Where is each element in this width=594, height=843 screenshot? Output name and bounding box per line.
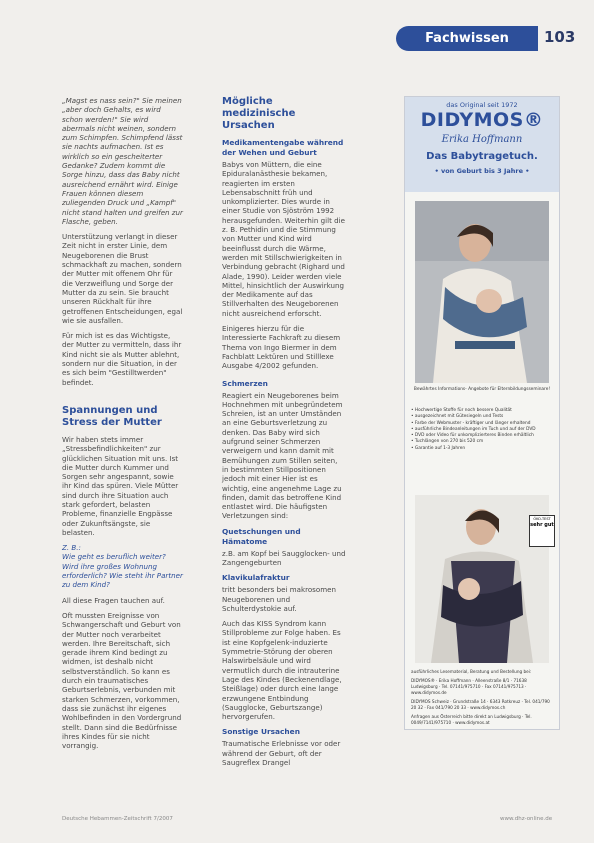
mid-paragraph: Auch das KISS Syndrom kann Stillprobleme zur Folge haben. Es ist eine Kopfgelenk-induzierte Symmetrie-Störung der oberen Halswirbelsäule und wird vermutlich durch die intrauterine Lage des Kindes (Beckenendlage, Steißlage) oder durch eine lange erzwungene Entbindung (Saugglocke, Geburtszange) hervorgerufen.: [222, 619, 342, 722]
contact-germany: DIDYMOS® · Erika Hoffmann · Alleenstraße 8/1 · 71638 Ludwigsburg · Tel. 07141/975710 · Fax 07141/975713 · www.didymos.de: [411, 678, 527, 695]
intro-paragraph: „Magst es nass sein?" Sie meinen „aber doch Gehalts, es wird schon werden!" Sie wird abermals nicht weinen, sondern zum Schimpfen. Schimpfend lässt sie nachts aufmachen. Ist es wirklich so ein gescheiterter Gedanke? Zudem kommt die Sorge hinzu, dass das Baby nicht ausreichend ernährt wird. Einige Frauen können diesem zuliegenden Druck und „Kampf" nicht stand halten und greifen zur Flasche, geben.: [62, 96, 183, 226]
oekotest-badge: [529, 515, 555, 547]
ad-signature: Erika Hoffmann: [441, 134, 523, 145]
contact-austria: Anfragen aus Österreich bitte direkt an Ludwigsburg · Tel. 0049/7141/975710 · www.didymos.at: [411, 714, 532, 725]
contact-switzerland: DIDYMOS Schweiz · Grundstraße 14 · 6343 Rotkreuz · Tel. 041/790 20 32 · Fax 041/790 20 33 · www.didymos.ch: [411, 699, 550, 710]
badge-title: ÖKO-TEST: [533, 517, 551, 521]
feature-item: • ausführliche Bindeanleitungen im Tuch und auf der DVD: [411, 426, 536, 432]
feature-item: • Garantie auf 1-3 Jahren: [411, 445, 466, 451]
heading-stress: Spannungen und Stress der Mutter: [62, 404, 162, 428]
page-number: 103: [544, 28, 576, 46]
ad-brand: DIDYMOS®: [420, 109, 544, 131]
left-paragraph: Für mich ist es das Wichtigste, der Mutter zu vermitteln, dass ihr Kind nicht sie als Mutter ablehnt, sondern nur die Situation, in der es sich beim "Gestilltwerden" befindet.: [62, 331, 182, 387]
ad-original-since: das Original seit 1972: [446, 101, 518, 109]
left-paragraph: Unterstützung verlangt in dieser Zeit nicht in erster Linie, dem Neugeborenen die Brust schmackhaft zu machen, sondern der Mutter mit offenem Ohr für die Verzweiflung und Sorge der Mutter da zu sein. Sie braucht unseren Rückhalt für ihre getroffenen Entscheidungen, egal wie sie ausfallen.: [62, 232, 183, 325]
left-column: [62, 96, 183, 756]
example-label: Z. B.:: [62, 543, 81, 553]
contact-intro: ausführliches Lesematerial, Beratung und Bestellung bei:: [411, 669, 532, 674]
left-paragraph: All diese Fragen tauchen auf.: [62, 595, 165, 605]
heading-clavicle: Klavikulafraktur: [222, 573, 290, 583]
ad-contact-block: [411, 669, 553, 729]
ad-age-range: • von Geburt bis 3 Jahre •: [434, 167, 530, 175]
left-paragraph: Oft mussten Ereignisse von Schwangerschaft und Geburt von der Mutter noch verarbeitet werden. Ihre Bereitschaft, sich gerade ihrem Kind bedingt zu widmen, ist deshalb nicht selbstverständlich. So kann es durch ein traumatisches Geburtserlebnis, verbunden mit starken Schmerzen, vorkommen, dass sie zunächst ihr eigenes Wohlbefinden in den Vordergrund stellt. Dann sind die Bedürfnisse ihres Kindes für sie nicht vorrangig.: [62, 610, 182, 751]
mother-baby-photo: [415, 201, 549, 383]
feature-item: • ausgezeichnet mit Gütesiegeln und Tests: [411, 414, 504, 420]
mid-paragraph: Babys von Müttern, die eine Epiduralanästhesie bekamen, reagierten im ersten Lebensabschnitt früh und unkomplizierter. Dies wurde in einer Studie von Sjöström 1992 herausgefunden. Weiterhin gilt die z. B. Pethidin und die Stimmung von Mutter und Kind wird beeinflusst durch die Wärme, werden mit Stillschwierigkeiten in Verbindung gebracht (Righard und Alade, 1990). Leider werden viele Mittel, hinsichtlich der Auswirkung der Medikamente auf das Stillverhalten des Neugeborenen nicht ausreichend erforscht.: [222, 160, 345, 318]
badge-grade: sehr gut: [530, 522, 554, 528]
feature-item: • Hochwertige Stoffe für noch bessere Qualität: [411, 408, 512, 413]
feature-item: • Tuchlängen von 270 bis 520 cm: [411, 439, 484, 445]
middle-column: [222, 96, 346, 773]
ad-photo-caption: Bewährtes Informations- Angebote für Elternbildungsseminare!: [413, 387, 551, 392]
heading-medication: Medikamentengabe während der Wehen und Geburt: [222, 138, 344, 157]
left-paragraph: Wir haben stets immer „Stressbefindlichkeiten" zur glücklichen Situation mit uns. Ist die Mutter durch Kummer und Sorgen sehr angespannt, sowie ihr Kind das spüren. Viele Mütter sind durch ihre Situation auch stark gefordert, belasten Probleme, finanzielle Engpässe oder Zukunftsängste, sie belasten.: [62, 434, 179, 537]
feature-item: • Farbe der Webmuster - kräftiger und länger erhaltend: [411, 420, 531, 426]
ad-feature-list: [411, 408, 553, 452]
mid-paragraph: Reagiert ein Neugeborenes beim Hochnehmen mit unbegründetem Schreien, ist an unter Umständen an eine Geburtsverletzung zu denken. Das Baby wird sich aufgrund seiner Schmerzen verweigern und kann damit mit Bemühungen zum Stillen seiten, in bestimmten Stillpositionen jedoch mit einer Hier ist es wichtig, eine angenehme Lage zu finden, damit das betroffene Kind entlastet wird. Die häufigsten Verletzungen sind:: [222, 390, 343, 521]
heading-pain: Schmerzen: [222, 378, 268, 388]
mid-paragraph: z.B. am Kopf bei Saugglocken- und Zangengeburten: [222, 548, 346, 567]
mid-paragraph: tritt besonders bei makrosomen Neugeborenen und Schulterdystokie auf.: [222, 585, 336, 613]
section-tab: Fachwissen: [396, 26, 538, 51]
footer-right: www.dhz-online.de: [500, 816, 553, 822]
heading-bruises: Quetschungen und Hämatome: [222, 526, 301, 546]
mid-paragraph: Traumatische Erlebnisse vor oder während der Geburt, oft der Saugreflex Drangel: [222, 739, 341, 768]
mid-paragraph: Einigeres hierzu für die Interessierte Fachkraft zu diesem Thema von Ingo Biermer in dem Fachblatt Lektüren und Stilllexe Ausgabe 4/2002 gefunden.: [222, 324, 341, 371]
didymos-advertisement: [404, 96, 560, 730]
feature-item: • DVD oder Video für unkomplizierteres Binden erhältlich: [411, 433, 534, 439]
footer-left: Deutsche Hebammen-Zeitschrift 7/2007: [62, 816, 173, 822]
question-block: Wie geht es beruflich weiter? Wird ihre großes Wohnung erforderlich? Wie steht ihr Partner zu dem Kind?: [62, 552, 183, 590]
heading-medical: Mögliche medizinische Ursachen: [222, 96, 296, 131]
ad-slogan: Das Babytragetuch.: [426, 151, 538, 162]
heading-other: Sonstige Ursachen: [222, 727, 300, 737]
